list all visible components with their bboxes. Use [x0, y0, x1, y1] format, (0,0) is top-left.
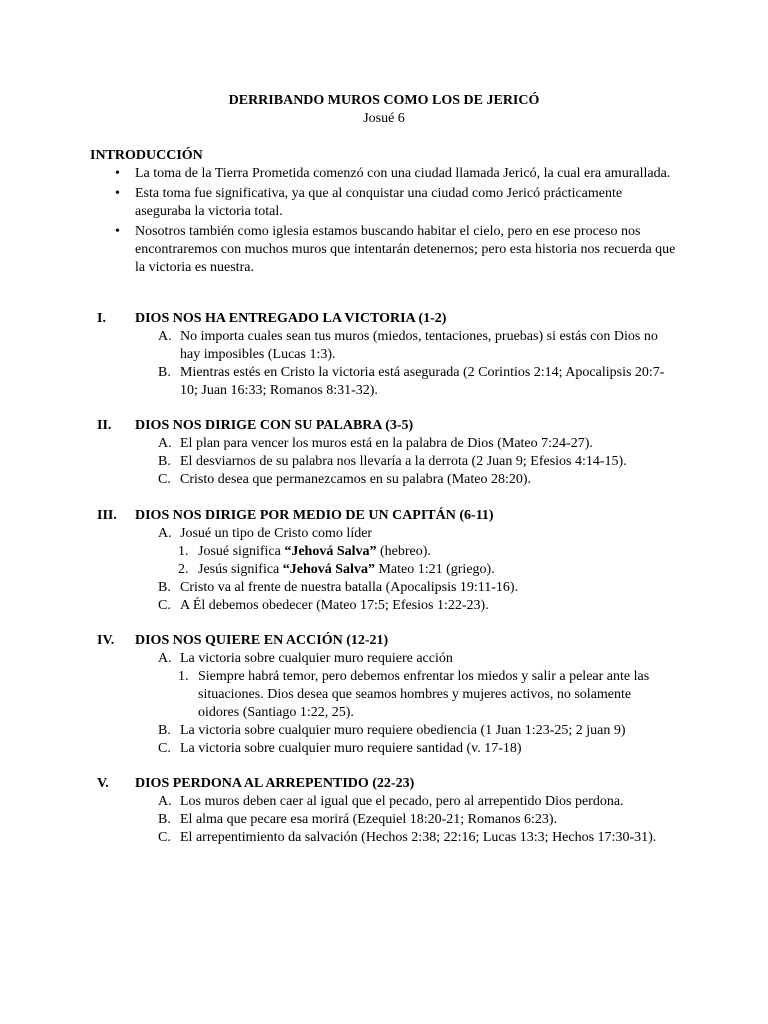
section-iv	[0, 632, 768, 758]
section-number: IV.	[97, 633, 115, 648]
outline-item: C. El arrepentimiento da salvación (Hechos 2:38; 22:16; Lucas 13:3; Hechos 17:30-31).	[158, 830, 657, 845]
outline-subitem: 2. Jesús significa “Jehová Salva” Mateo 1:21 (griego).	[178, 562, 495, 577]
bullet-dot-icon: •	[115, 166, 120, 181]
intro-bullet: • Nosotros también como iglesia estamos buscando habitar el cielo, pero en ese proceso nos encontraremos con muchos muros que intentarán detenernos; pero esta historia nos recuerda que la victoria es nuestra.	[115, 224, 676, 275]
outline-item: C. A Él debemos obedecer (Mateo 17:5; Efesios 1:22-23).	[158, 598, 489, 613]
section-iii	[0, 507, 768, 615]
section-v	[0, 775, 768, 847]
intro-heading: INTRODUCCIÓN	[90, 148, 203, 163]
outline-item: A. Los muros deben caer al igual que el pecado, pero al arrepentido Dios perdona.	[158, 794, 624, 809]
outline-item: A. La victoria sobre cualquier muro requiere acción	[158, 651, 453, 666]
section-number: III.	[97, 508, 117, 523]
intro-bullet: • La toma de la Tierra Prometida comenzó con una ciudad llamada Jericó, la cual era amurallada.	[115, 166, 671, 181]
outline-subitem: 1. Josué significa “Jehová Salva” (hebreo).	[178, 544, 431, 559]
outline-subitem: 1. Siempre habrá temor, pero debemos enfrentar los miedos y salir a pelear ante las situaciones. Dios desea que seamos hombres y mujeres activos, no solamente oidores (Santiago 1:22, 25).	[178, 669, 650, 720]
section-title: DIOS NOS QUIERE EN ACCIÓN (12-21)	[135, 633, 389, 648]
outline-item: B. Mientras estés en Cristo la victoria está asegurada (2 Corintios 2:14; Apocalipsis 20:7-10; Juan 16:33; Romanos 8:31-32).	[158, 365, 665, 398]
section-title: DIOS NOS HA ENTREGADO LA VICTORIA (1-2)	[135, 311, 447, 326]
bullet-dot-icon: •	[115, 186, 120, 201]
intro-bullet-list	[90, 165, 680, 279]
section-i	[0, 310, 768, 400]
outline-item: C. Cristo desea que permanezcamos en su palabra (Mateo 28:20).	[158, 472, 532, 487]
outline-item: B. Cristo va al frente de nuestra batalla (Apocalipsis 19:11-16).	[158, 580, 519, 595]
section-title: DIOS NOS DIRIGE CON SU PALABRA (3-5)	[135, 418, 414, 433]
section-ii	[0, 417, 768, 489]
section-number: I.	[97, 311, 106, 326]
outline-item: B. El alma que pecare esa morirá (Ezequiel 18:20-21; Romanos 6:23).	[158, 812, 558, 827]
outline-item: B. El desviarnos de su palabra nos llevaría a la derrota (2 Juan 9; Efesios 4:14-15).	[158, 454, 627, 469]
section-title: DIOS NOS DIRIGE POR MEDIO DE UN CAPITÁN (6-11)	[135, 508, 494, 523]
outline-item: A. No importa cuales sean tus muros (miedos, tentaciones, pruebas) si estás con Dios no hay imposibles (Lucas 1:3).	[158, 329, 658, 362]
outline-item: A. Josué un tipo de Cristo como líder	[158, 526, 373, 541]
document-subtitle: Josué 6	[363, 111, 405, 126]
section-number: V.	[97, 776, 109, 791]
bullet-dot-icon: •	[115, 224, 120, 239]
intro-bullet: • Esta toma fue significativa, ya que al conquistar una ciudad como Jericó prácticamente aseguraba la victoria total.	[115, 186, 623, 219]
outline-item: B. La victoria sobre cualquier muro requiere obediencia (1 Juan 1:23-25; 2 juan 9)	[158, 723, 626, 738]
outline-item: A. El plan para vencer los muros está en la palabra de Dios (Mateo 7:24-27).	[158, 436, 593, 451]
section-title: DIOS PERDONA AL ARREPENTIDO (22-23)	[135, 776, 415, 791]
document-title: DERRIBANDO MUROS COMO LOS DE JERICÓ	[228, 93, 540, 108]
outline-item: C. La victoria sobre cualquier muro requiere santidad (v. 17-18)	[158, 741, 522, 756]
section-number: II.	[97, 418, 112, 433]
